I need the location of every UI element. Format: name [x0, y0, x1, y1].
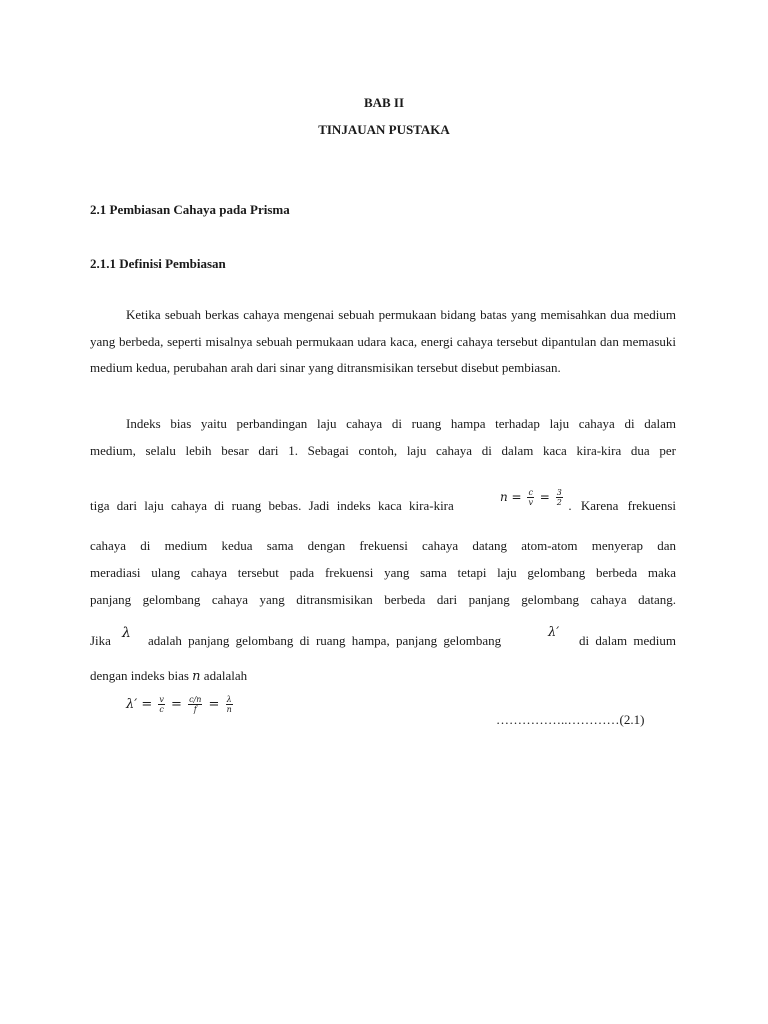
fraction-denominator: 2	[556, 498, 562, 507]
paragraph-2-line-8	[90, 668, 676, 684]
line-7-end: di dalam medium	[579, 633, 676, 648]
equation-equals-2: =	[208, 697, 220, 712]
fraction-denominator: v	[528, 498, 533, 507]
index-formula-lhs: n =	[500, 490, 522, 504]
paragraph-2-line-7	[90, 625, 676, 649]
paragraph-2-line-3	[90, 488, 676, 514]
paragraph-1: Ketika sebuah berkas cahaya mengenai sebuah permukaan bidang batas yang memisahkan dua medium yang berbeda, seperti misalnya sebuah permukaan udara kaca, energi cahaya tersebut dipantulan dan memasuki medium kedua, perubahan arah dari sinar yang ditransmisikan tersebut disebut pembiasan.	[90, 307, 676, 375]
paragraph-2-line-6: panjang gelombang cahaya yang ditransmisikan berbeda dari panjang gelombang cahaya datang.	[90, 592, 676, 607]
fraction-v-over-c	[158, 695, 165, 714]
fraction-denominator: f	[193, 705, 197, 714]
fraction-numerator: λ	[226, 695, 232, 704]
fraction-3-over-2	[556, 488, 563, 507]
lambda-prime-symbol: λ′	[548, 625, 560, 640]
fraction-denominator: c	[159, 705, 164, 714]
fraction-numerator: v	[159, 695, 164, 704]
line-8-end: adalalah	[203, 668, 248, 683]
paragraph-2-line-5: meradiasi ulang cahaya tersebut pada frekuensi yang sama tetapi laju gelombang berbeda maka	[90, 565, 676, 580]
section-heading: 2.1 Pembiasan Cahaya pada Prisma	[90, 202, 290, 217]
equation-equals-1: =	[171, 697, 182, 712]
line-7-jika: Jika	[90, 633, 111, 648]
fraction-numerator: c	[528, 488, 533, 497]
line-3-text-after: . Karena frekuensi	[568, 498, 676, 513]
index-formula	[500, 482, 565, 512]
chapter-number: BAB II	[363, 95, 405, 110]
equation-wavelength	[126, 690, 235, 720]
equation-lhs: λ′ =	[126, 697, 153, 712]
fraction-denominator: n	[226, 705, 232, 714]
fraction-numerator: 3	[556, 488, 562, 497]
variable-n: n	[192, 669, 201, 684]
fraction-lambda-over-n	[226, 695, 233, 714]
fraction-c-over-v	[527, 488, 534, 507]
line-8-text: dengan indeks bias	[90, 668, 189, 683]
subsection-heading: 2.1.1 Definisi Pembiasan	[90, 256, 226, 271]
fraction-cn-over-f	[188, 695, 202, 714]
fraction-numerator: c/n	[189, 695, 202, 704]
index-formula-equals: =	[539, 490, 550, 504]
chapter-title: TINJAUAN PUSTAKA	[318, 122, 450, 137]
paragraph-2-line-4: cahaya di medium kedua sama dengan frekuensi cahaya datang atom-atom menyerap dan	[90, 538, 676, 553]
paragraph-2-line-1: Indeks bias yaitu perbandingan laju cahaya di ruang hampa terhadap laju cahaya di dalam	[126, 416, 676, 431]
equation-number: ……………..…………(2.1)	[496, 712, 645, 727]
line-3-text-before: tiga dari laju cahaya di ruang bebas. Jadi indeks kaca kira-kira	[90, 498, 454, 513]
lambda-symbol: λ	[122, 625, 131, 641]
paragraph-2-line-2: medium, selalu lebih besar dari 1. Sebagai contoh, laju cahaya di dalam kaca kira-kira dua per	[90, 443, 676, 458]
line-7-middle: adalah panjang gelombang di ruang hampa, panjang gelombang	[148, 633, 502, 648]
